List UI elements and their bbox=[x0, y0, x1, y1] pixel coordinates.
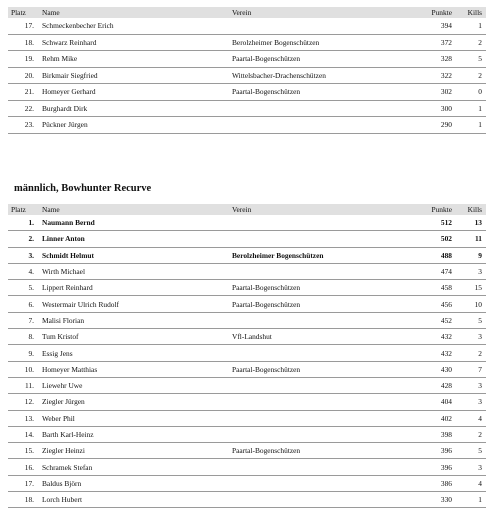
cell-verein: Paartal-Bogenschützen bbox=[232, 87, 301, 97]
cell-name: Naumann Bernd bbox=[42, 218, 95, 228]
cell-verein: Vfl-Landshut bbox=[232, 332, 272, 342]
table-body bbox=[8, 18, 486, 134]
cell-punkte: 456 bbox=[440, 299, 452, 309]
table-row bbox=[8, 345, 486, 361]
table-row bbox=[8, 248, 486, 264]
cell-platz: 10. bbox=[24, 364, 34, 374]
cell-verein: Paartal-Bogenschützen bbox=[232, 54, 301, 64]
table-row bbox=[8, 296, 486, 312]
cell-platz: 8. bbox=[28, 332, 34, 342]
table-row bbox=[8, 117, 486, 134]
table-row bbox=[8, 18, 486, 35]
cell-name: Malisi Florian bbox=[42, 315, 85, 325]
header-verein: Verein bbox=[232, 205, 252, 214]
cell-name: Lorch Hubert bbox=[42, 495, 83, 505]
header-verein: Verein bbox=[232, 8, 252, 17]
cell-platz: 9. bbox=[28, 348, 34, 358]
cell-punkte: 302 bbox=[440, 87, 452, 97]
cell-kills: 10 bbox=[474, 299, 482, 309]
cell-platz: 15. bbox=[24, 446, 34, 456]
cell-kills: 1 bbox=[478, 21, 482, 31]
cell-verein: Wittelsbacher-Drachenschützen bbox=[232, 70, 326, 80]
table-row bbox=[8, 427, 486, 443]
cell-verein: Paartal-Bogenschützen bbox=[232, 364, 301, 374]
cell-punkte: 458 bbox=[440, 283, 452, 293]
cell-name: Ziegler Heinzi bbox=[42, 446, 85, 456]
cell-punkte: 402 bbox=[440, 413, 452, 423]
cell-name: Schramek Stefan bbox=[42, 462, 93, 472]
cell-name: Burghardt Dirk bbox=[42, 103, 88, 113]
header-kills: Kills bbox=[467, 8, 482, 17]
cell-platz: 20. bbox=[24, 70, 34, 80]
cell-kills: 15 bbox=[474, 283, 482, 293]
cell-name: Homeyer Matthias bbox=[42, 364, 98, 374]
cell-name: Ziegler Jürgen bbox=[42, 397, 85, 407]
cell-kills: 3 bbox=[478, 397, 482, 407]
cell-platz: 22. bbox=[24, 103, 34, 113]
cell-kills: 11 bbox=[475, 234, 482, 244]
cell-platz: 16. bbox=[24, 462, 34, 472]
cell-name: Liewehr Uwe bbox=[42, 381, 83, 391]
table-row bbox=[8, 101, 486, 118]
cell-platz: 18. bbox=[24, 37, 34, 47]
cell-punkte: 396 bbox=[440, 462, 452, 472]
cell-punkte: 328 bbox=[440, 54, 452, 64]
cell-punkte: 322 bbox=[440, 70, 452, 80]
cell-platz: 17. bbox=[24, 478, 34, 488]
cell-verein: Paartal-Bogenschützen bbox=[232, 446, 301, 456]
cell-kills: 13 bbox=[474, 218, 482, 228]
cell-punkte: 394 bbox=[440, 21, 452, 31]
table-row bbox=[8, 411, 486, 427]
cell-platz: 11. bbox=[25, 381, 34, 391]
cell-kills: 2 bbox=[478, 37, 482, 47]
cell-name: Lippert Reinhard bbox=[42, 283, 93, 293]
table-row bbox=[8, 231, 486, 247]
table-row bbox=[8, 280, 486, 296]
cell-verein: Berolzheimer Bogenschützen bbox=[232, 37, 320, 47]
header-punkte: Punkte bbox=[431, 8, 452, 17]
cell-name: Westermair Ulrich Rudolf bbox=[42, 299, 119, 309]
table-row bbox=[8, 362, 486, 378]
cell-name: Wirth Michael bbox=[42, 267, 86, 277]
header-name: Name bbox=[42, 8, 60, 17]
cell-platz: 5. bbox=[28, 283, 34, 293]
cell-platz: 12. bbox=[24, 397, 34, 407]
cell-platz: 3. bbox=[28, 250, 34, 260]
cell-name: Baldus Björn bbox=[42, 478, 82, 488]
table-row bbox=[8, 313, 486, 329]
cell-punkte: 398 bbox=[440, 430, 452, 439]
table-row bbox=[8, 329, 486, 345]
cell-name: Linner Anton bbox=[42, 234, 85, 244]
cell-platz: 13. bbox=[24, 413, 34, 423]
cell-platz: 18. bbox=[24, 495, 34, 505]
cell-platz: 1. bbox=[28, 218, 34, 228]
cell-platz: 19. bbox=[24, 54, 34, 64]
cell-kills: 3 bbox=[478, 381, 482, 391]
cell-verein: Berolzheimer Bogenschützen bbox=[232, 250, 324, 260]
cell-kills: 2 bbox=[478, 70, 482, 80]
cell-kills: 3 bbox=[478, 462, 482, 472]
cell-punkte: 428 bbox=[440, 381, 452, 391]
cell-name: Birkmair Siegfried bbox=[42, 70, 98, 80]
cell-kills: 4 bbox=[478, 478, 482, 488]
cell-punkte: 372 bbox=[440, 37, 452, 47]
results-table-bowhunter-recurve bbox=[8, 204, 486, 508]
table-row bbox=[8, 264, 486, 280]
header-platz: Platz bbox=[11, 8, 26, 17]
cell-platz: 17. bbox=[24, 21, 34, 31]
cell-verein: Paartal-Bogenschützen bbox=[232, 299, 301, 309]
table-row bbox=[8, 215, 486, 231]
header-name: Name bbox=[42, 205, 60, 214]
cell-kills: 2 bbox=[478, 348, 482, 358]
results-table-continued bbox=[8, 7, 486, 134]
cell-kills: 5 bbox=[478, 315, 482, 325]
cell-name: Tum Kristof bbox=[42, 332, 79, 342]
cell-kills: 1 bbox=[478, 495, 482, 505]
cell-punkte: 430 bbox=[440, 364, 452, 374]
cell-kills: 9 bbox=[478, 250, 482, 260]
header-kills: Kills bbox=[467, 205, 482, 214]
cell-kills: 1 bbox=[478, 103, 482, 113]
cell-platz: 7. bbox=[28, 315, 34, 325]
cell-kills: 5 bbox=[478, 54, 482, 64]
cell-punkte: 502 bbox=[440, 234, 452, 244]
table-body bbox=[8, 215, 486, 508]
table-header bbox=[8, 204, 486, 215]
header-platz: Platz bbox=[11, 205, 26, 214]
section-title: männlich, Bowhunter Recurve bbox=[14, 183, 152, 194]
cell-punkte: 386 bbox=[440, 478, 452, 488]
table-header bbox=[8, 7, 486, 18]
cell-name: Rehm Mike bbox=[42, 54, 78, 64]
cell-punkte: 512 bbox=[440, 218, 452, 228]
cell-kills: 5 bbox=[478, 446, 482, 456]
cell-punkte: 330 bbox=[440, 495, 452, 505]
cell-name: Schmidt Helmut bbox=[42, 250, 94, 260]
table-row bbox=[8, 394, 486, 410]
cell-name: Essig Jens bbox=[42, 348, 73, 358]
table-row bbox=[8, 476, 486, 492]
cell-kills: 3 bbox=[478, 267, 482, 277]
cell-punkte: 452 bbox=[440, 315, 452, 325]
cell-platz: 14. bbox=[24, 430, 34, 439]
table-row bbox=[8, 68, 486, 85]
cell-name: Homeyer Gerhard bbox=[42, 87, 96, 97]
cell-name: Barth Karl-Heinz bbox=[42, 430, 94, 439]
cell-punkte: 474 bbox=[440, 267, 452, 277]
cell-platz: 23. bbox=[24, 120, 34, 130]
table-row bbox=[8, 35, 486, 52]
cell-platz: 6. bbox=[28, 299, 34, 309]
cell-platz: 21. bbox=[24, 87, 34, 97]
cell-punkte: 432 bbox=[440, 332, 452, 342]
cell-kills: 7 bbox=[478, 364, 482, 374]
cell-kills: 0 bbox=[478, 87, 482, 97]
cell-punkte: 290 bbox=[440, 120, 452, 130]
cell-kills: 4 bbox=[478, 413, 482, 423]
cell-punkte: 488 bbox=[440, 250, 452, 260]
cell-punkte: 300 bbox=[440, 103, 452, 113]
cell-kills: 1 bbox=[478, 120, 482, 130]
cell-name: Pückner Jürgen bbox=[42, 120, 88, 130]
cell-name: Schwarz Reinhard bbox=[42, 37, 97, 47]
cell-punkte: 432 bbox=[440, 348, 452, 358]
cell-platz: 4. bbox=[28, 267, 34, 277]
cell-kills: 3 bbox=[478, 332, 482, 342]
cell-punkte: 404 bbox=[440, 397, 452, 407]
cell-punkte: 396 bbox=[440, 446, 452, 456]
cell-platz: 2. bbox=[28, 234, 34, 244]
table-row bbox=[8, 492, 486, 508]
table-row bbox=[8, 84, 486, 101]
cell-kills: 2 bbox=[478, 430, 482, 439]
table-row bbox=[8, 459, 486, 475]
table-row bbox=[8, 51, 486, 68]
cell-verein: Paartal-Bogenschützen bbox=[232, 283, 301, 293]
cell-name: Weber Phil bbox=[42, 413, 75, 423]
cell-name: Schmeckenbecher Erich bbox=[42, 21, 114, 31]
table-row bbox=[8, 378, 486, 394]
header-punkte: Punkte bbox=[431, 205, 452, 214]
table-row bbox=[8, 443, 486, 459]
